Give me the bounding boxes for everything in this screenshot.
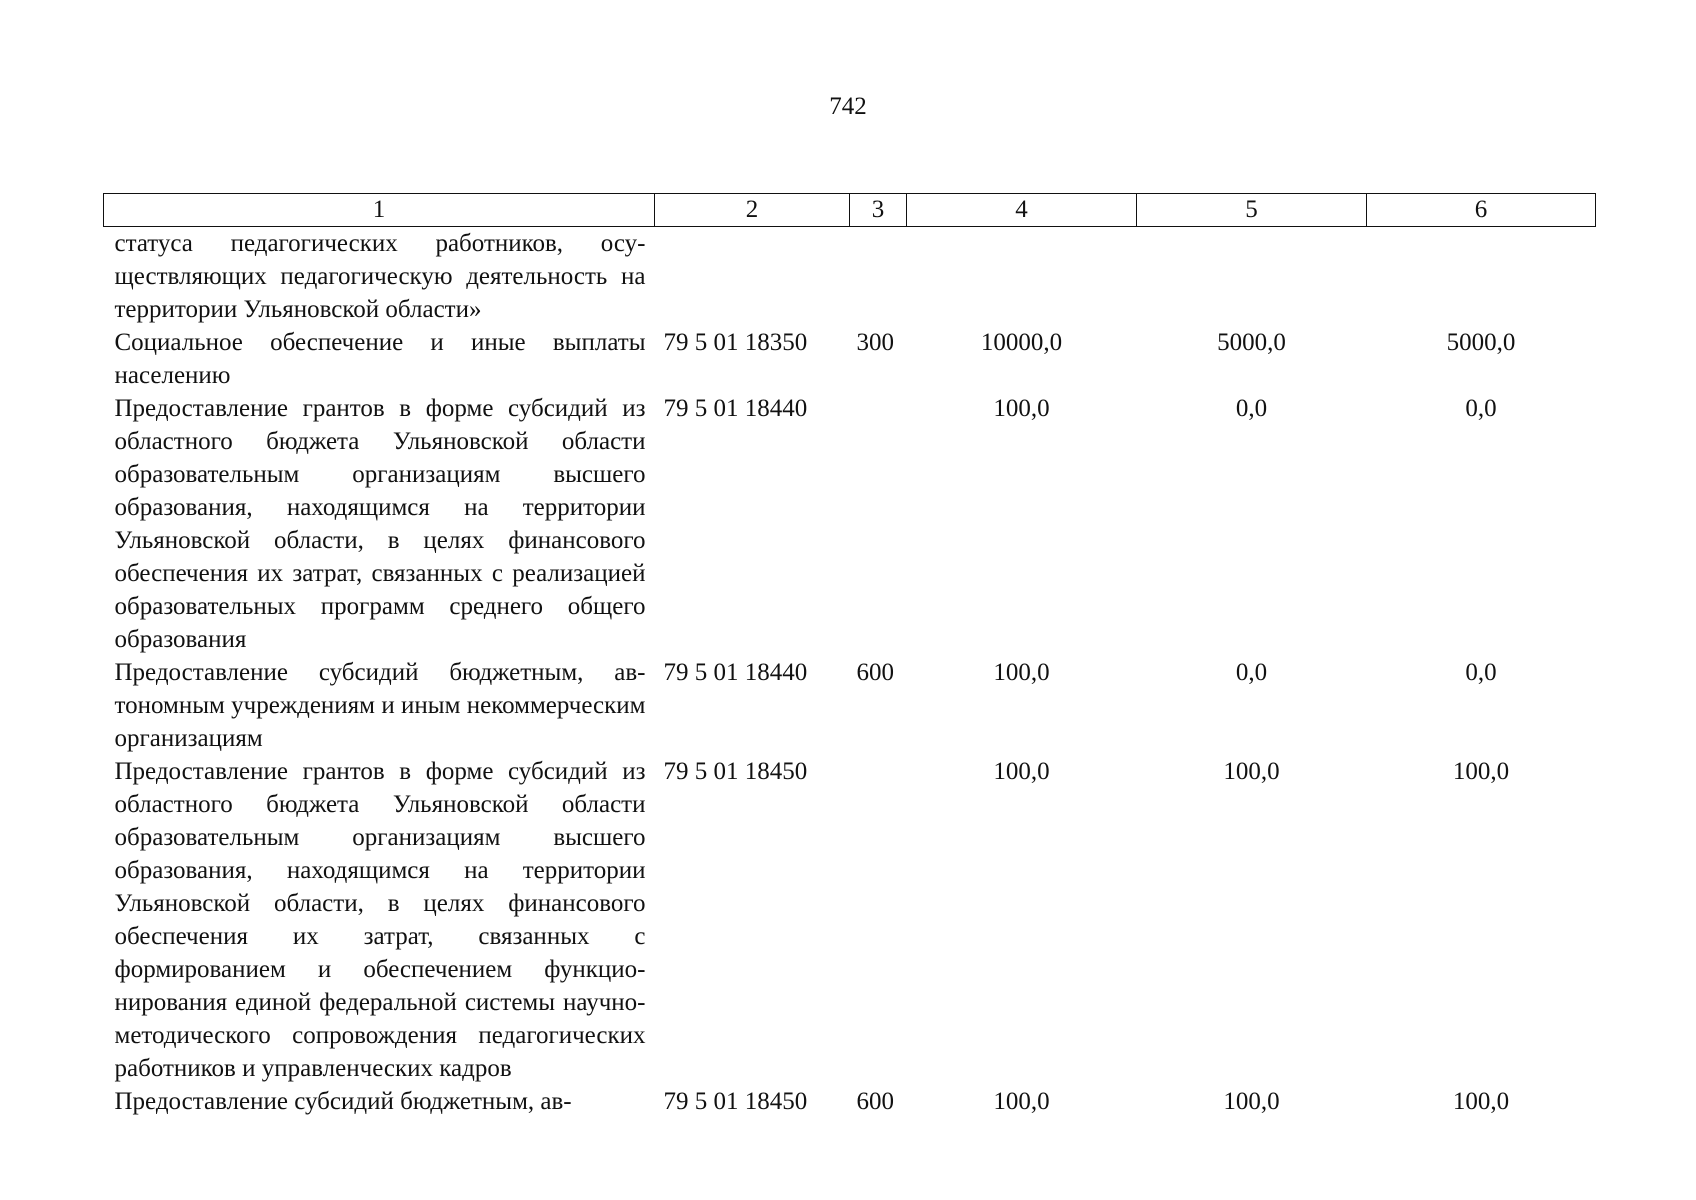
amount-col-4: 100,0 — [993, 659, 1050, 686]
expense-type-code — [850, 392, 907, 656]
table-row — [104, 656, 1596, 755]
amount-col-6: 100,0 — [1452, 758, 1510, 785]
amount-col-4 — [907, 227, 1137, 327]
column-header-3: 3 — [850, 194, 907, 227]
amount-col-4: 100,0 — [993, 1088, 1050, 1115]
target-article-code: 79 5 01 18440 — [663, 659, 808, 686]
amount-col-5: 100,0 — [1223, 758, 1280, 785]
amount-col-4: 100,0 — [993, 758, 1050, 785]
amount-col-5: 0,0 — [1235, 395, 1268, 422]
expense-type-code: 600 — [856, 1088, 894, 1115]
target-article-code: 79 5 01 18450 — [663, 758, 808, 785]
target-article-code — [655, 227, 850, 327]
column-header-2: 2 — [655, 194, 850, 227]
column-header-4: 4 — [907, 194, 1137, 227]
amount-col-6: 100,0 — [1452, 1088, 1510, 1115]
amount-col-5: 0,0 — [1235, 659, 1268, 686]
table-row — [104, 326, 1596, 392]
expense-type-code: 600 — [856, 659, 894, 686]
amount-col-5 — [1137, 227, 1367, 327]
column-header-1: 1 — [104, 194, 655, 227]
amount-col-5: 100,0 — [1223, 1088, 1280, 1115]
budget-table — [103, 193, 1596, 1118]
amount-col-5: 5000,0 — [1217, 329, 1286, 356]
item-name: статуса педагогических работников, осуществляющих педагогическую деятельность на территории Ульяновской области» — [114, 230, 646, 323]
expense-type-code — [850, 755, 907, 1085]
amount-col-6: 0,0 — [1465, 659, 1497, 686]
target-article-code: 79 5 01 18440 — [663, 395, 808, 422]
column-header-6: 6 — [1367, 194, 1596, 227]
item-name: Социальное обеспечение и иные выплаты населению — [114, 329, 646, 389]
table-header-row — [104, 194, 1596, 227]
target-article-code: 79 5 01 18350 — [663, 329, 808, 356]
table-row — [104, 227, 1596, 327]
amount-col-6: 0,0 — [1465, 395, 1497, 422]
expense-type-code: 300 — [856, 329, 894, 356]
table-row — [104, 755, 1596, 1085]
column-header-5: 5 — [1137, 194, 1367, 227]
amount-col-4: 10000,0 — [980, 329, 1063, 356]
item-name: Предоставление грантов в форме субсидий из областного бюджета Ульяновской области образовательным организациям высшего образования, находящимся на территории Ульяновской области, в целях финансового обеспечения их затрат, связанных с формированием и обеспечением функционирования единой федеральной системы научно-методического сопровождения педагогических работников и управленческих кадров — [114, 758, 646, 1082]
amount-col-4: 100,0 — [993, 395, 1050, 422]
amount-col-6 — [1367, 227, 1596, 327]
table-row — [104, 1085, 1596, 1118]
target-article-code: 79 5 01 18450 — [663, 1088, 808, 1115]
item-name: Предоставление субсидий бюджетным, ав- — [114, 1088, 572, 1115]
item-name: Предоставление грантов в форме субсидий из областного бюджета Ульяновской области образовательным организациям высшего образования, находящимся на территории Ульяновской области, в целях финансового обеспечения их затрат, связанных с реализацией образовательных программ среднего общего образования — [114, 395, 646, 653]
expense-type-code — [850, 227, 907, 327]
page-number: 742 — [829, 93, 867, 120]
amount-col-6: 5000,0 — [1446, 329, 1516, 356]
item-name: Предоставление субсидий бюджетным, автономным учреждениям и иным некоммерческим организациям — [114, 659, 646, 752]
table-row — [104, 392, 1596, 656]
